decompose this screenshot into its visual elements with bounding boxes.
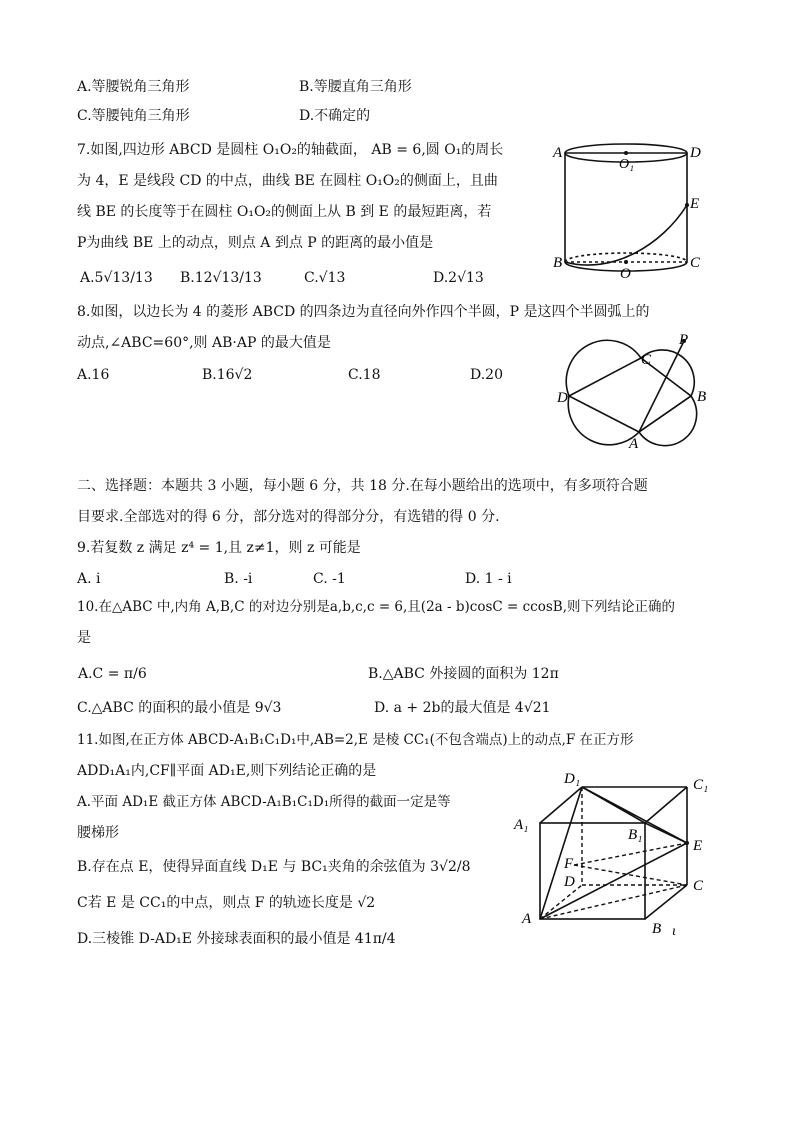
q7-option-d: D.2√13 [433, 270, 484, 286]
q7-line-2: 为 4，E 是线段 CD 的中点，曲线 BE 在圆柱 O₁O₂的侧面上，且曲 [77, 173, 498, 189]
rh-label-d: D [557, 390, 568, 406]
q10-option-a: A.C = π/6 [78, 666, 147, 682]
q7-line-3: 线 BE 的长度等于在圆柱 O₁O₂的侧面上从 B 到 E 的最短距离，若 [77, 204, 492, 220]
cyl-label-b: B [553, 255, 563, 271]
cube-label-a: A [522, 911, 532, 927]
q8-option-a: A.16 [77, 367, 110, 383]
section2-line-1: 二、选择题：本题共 3 小题，每小题 6 分，共 18 分.在每小题给出的选项中，有多项符合题 [77, 478, 648, 494]
q10-line-2: 是 [77, 630, 91, 646]
cyl-label-c: C [690, 255, 701, 271]
q7-line-1: 7.如图,四边形 ABCD 是圆柱 O₁O₂的轴截面， AB = 6,圆 O₁的周长 [77, 142, 504, 158]
q9-option-c: C. -1 [313, 571, 346, 587]
q6-option-a: A.等腰锐角三角形 [77, 79, 190, 95]
q8-line-1: 8.如图，以边长为 4 的菱形 ABCD 的四条边为直径向外作四个半圆，P 是这四个半圆弧上的 [77, 304, 650, 320]
q10-option-c: C.△ABC 的面积的最小值是 9√3 [77, 700, 282, 716]
rh-label-p: P [679, 332, 689, 348]
rh-label-a: A [629, 436, 639, 452]
q7-option-a: A.5√13/13 [80, 270, 153, 286]
cylinder-figure [552, 135, 712, 280]
cyl-label-o1: O₁ [619, 157, 634, 172]
rhombus-figure [555, 330, 720, 455]
cube-label-a1: A₁ [514, 817, 529, 833]
q11-option-d: D.三棱锥 D-AD₁E 外接球表面积的最小值是 41π/4 [77, 931, 396, 947]
cube-label-c1: C₁ [693, 777, 709, 793]
cube-label-f: F [564, 856, 574, 872]
q8-option-c: C.18 [348, 367, 381, 383]
q10-line-1: 10.在△ABC 中,内角 A,B,C 的对边分别是a,b,c,c = 6,且(2a - b)cosC = ccosB,则下列结论正确的 [77, 599, 675, 615]
cube-figure [512, 765, 722, 945]
cube-label-d: D [564, 874, 575, 890]
cube-label-mark: ι [672, 924, 676, 939]
q11-option-a-1: A.平面 AD₁E 截正方体 ABCD-A₁B₁C₁D₁所得的截面一定是等 [77, 794, 451, 810]
cube-label-e: E [693, 838, 703, 854]
q6-option-d: D.不确定的 [299, 108, 371, 124]
cyl-label-o: O [620, 266, 631, 280]
q9-option-d: D. 1 - i [465, 571, 512, 587]
cube-label-d1: D₁ [564, 771, 581, 787]
q11-line-2: ADD₁A₁内,CF∥平面 AD₁E,则下列结论正确的是 [77, 763, 377, 779]
cube-label-b1: B₁ [628, 827, 643, 843]
q11-option-c: C若 E 是 CC₁的中点，则点 F 的轨迹长度是 √2 [77, 895, 376, 911]
cyl-label-d: D [690, 145, 701, 161]
q8-option-d: D.20 [470, 367, 503, 383]
cyl-label-a: A [553, 145, 563, 161]
q11-line-1: 11.如图,在正方体 ABCD-A₁B₁C₁D₁中,AB=2,E 是棱 CC₁(不包含端点)上的动点,F 在正方形 [77, 732, 634, 748]
q8-line-2: 动点,∠ABC=60°,则 AB·AP 的最大值是 [77, 335, 331, 351]
cube-label-c: C [693, 878, 704, 894]
q9-option-b: B. -i [224, 571, 253, 587]
q7-line-4: P为曲线 BE 上的动点，则点 A 到点 P 的距离的最小值是 [77, 235, 434, 251]
rh-label-c: C [641, 352, 652, 368]
q11-option-b: B.存在点 E，使得异面直线 D₁E 与 BC₁夹角的余弦值为 3√2/8 [77, 859, 471, 875]
cube-label-b: B [652, 921, 662, 937]
cyl-label-e: E [690, 196, 700, 212]
q6-option-c: C.等腰钝角三角形 [77, 108, 190, 124]
q9-stem: 9.若复数 z 满足 z⁴ = 1,且 z≠1，则 z 可能是 [77, 540, 361, 556]
q10-option-b: B.△ABC 外接圆的面积为 12π [368, 666, 559, 682]
q6-option-b: B.等腰直角三角形 [299, 79, 412, 95]
q11-option-a-2: 腰梯形 [77, 825, 119, 841]
section2-line-2: 目要求.全部选对的得 6 分，部分选对的得部分分，有选错的得 0 分. [77, 509, 500, 525]
q9-option-a: A. i [77, 571, 101, 587]
q8-option-b: B.16√2 [202, 367, 253, 383]
q7-option-c: C.√13 [304, 270, 346, 286]
rh-label-b: B [697, 389, 707, 405]
q10-option-d: D. a + 2b的最大值是 4√21 [374, 700, 551, 716]
q7-option-b: B.12√13/13 [180, 270, 262, 286]
